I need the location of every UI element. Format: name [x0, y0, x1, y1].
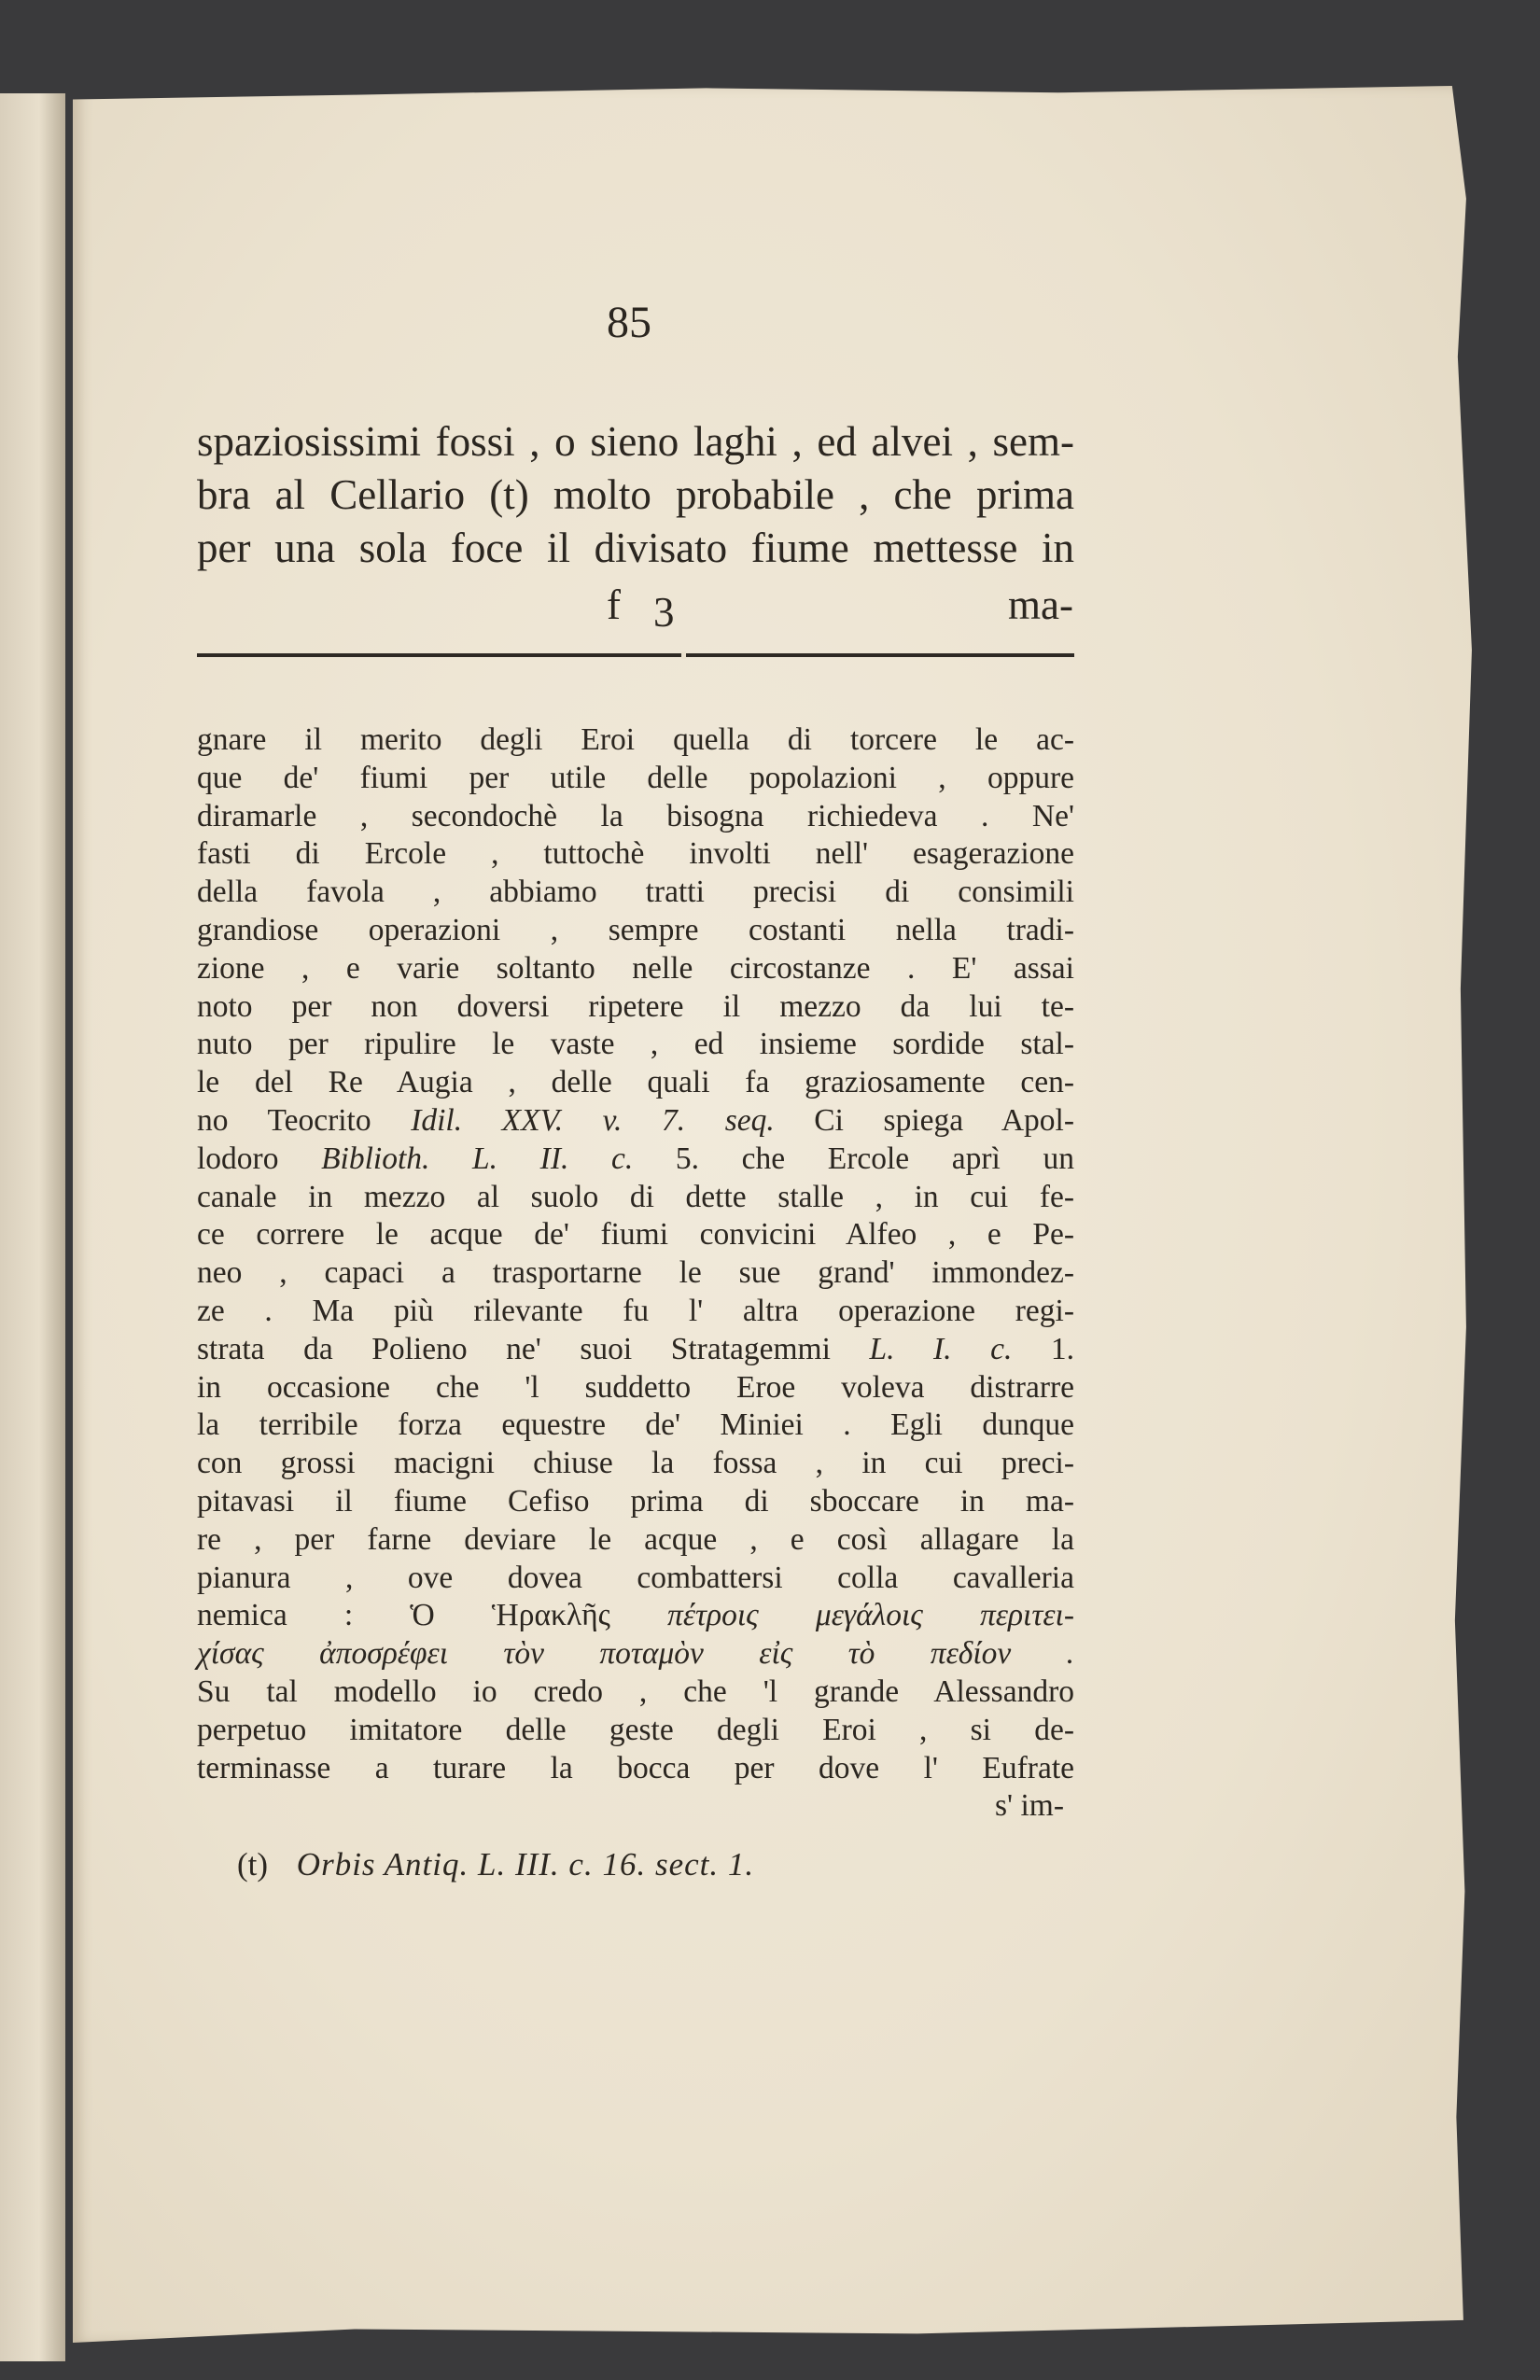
note-text-segment: Su tal modello io credo , che 'l grande Alessandro [197, 1674, 1074, 1709]
note-text-line [197, 1711, 1074, 1749]
footnote-marker: (t) [237, 1846, 269, 1883]
note-text-segment: fasti di Ercole , tuttochè involti nell' esagerazione [197, 836, 1074, 872]
note-text-segment: perpetuo imitatore delle geste degli Eroi , si de- [197, 1712, 1074, 1747]
note-text-segment: strata da Polieno ne' suoi Stratagemmi [197, 1331, 870, 1366]
note-text-segment: zione , e varie soltanto nelle circostanze . E' assai [197, 950, 1074, 986]
main-text-line: bra al Cellario (t) molto probabile , che prima [197, 471, 1074, 518]
note-text-line [197, 1330, 1074, 1368]
footnote-text: Orbis Antiq. L. III. c. 16. sect. 1. [296, 1846, 755, 1883]
note-text-line [197, 1025, 1074, 1063]
note-text-line [197, 1559, 1074, 1597]
note-text-line [197, 1482, 1074, 1520]
note-text-segment: diramarle , secondochè la bisogna richiedeva . Ne' [197, 798, 1074, 833]
note-text-line [197, 1406, 1074, 1444]
note-text-segment: grandiose operazioni , sempre costanti nella tradi- [197, 913, 1074, 947]
note-text-segment: no Teocrito [197, 1103, 412, 1138]
note-text-segment: nuto per ripulire le vaste , ed insieme sordide stal- [197, 1027, 1074, 1062]
catchword: ma- [1008, 581, 1073, 628]
page-number: 85 [607, 298, 651, 347]
note-text-segment: canale in mezzo al suolo di dette stalle , in cui fe- [197, 1179, 1074, 1214]
note-text-line [197, 949, 1074, 987]
note-text-segment: della favola , abbiamo tratti precisi di consimili [197, 875, 1074, 910]
note-text-line [197, 911, 1074, 949]
note-text-line [197, 1596, 1074, 1634]
note-text-segment: neo , capaci a trasportarne le sue grand' immondez- [197, 1255, 1074, 1291]
note-text-line [197, 759, 1074, 797]
note-text-segment: la terribile forza equestre de' Miniei . Egli dunque [197, 1407, 1074, 1443]
note-text-segment: con grossi macigni chiuse la fossa , in cui preci- [197, 1446, 1074, 1481]
note-text-line [197, 1292, 1074, 1330]
footnote [237, 1846, 754, 1883]
note-text-line [197, 1140, 1074, 1178]
note-text-line [197, 1520, 1074, 1559]
note-catchword: s' im- [995, 1788, 1064, 1823]
note-text-line [197, 1673, 1074, 1711]
italic-citation: L. I. c. [869, 1331, 1013, 1366]
note-text-line [197, 1215, 1074, 1253]
note-text-segment: ze . Ma più rilevante fu l' altra operazione regi- [197, 1294, 1074, 1328]
note-text-line [197, 1063, 1074, 1101]
note-text-segment: pianura , ove dovea combattersi colla cavalleria [197, 1560, 1074, 1595]
main-text-line: per una sola foce il divisato fiume mettesse in [197, 525, 1074, 571]
note-text-segment: nemica : Ὁ Ἡρακλῆς [197, 1598, 668, 1633]
note-text-segment: 1. [1012, 1331, 1075, 1366]
note-text-line [197, 1253, 1074, 1292]
italic-citation: χίσας ἀποσρέφει τὸν ποταμὸν εἰς τὸ πεδίον . [197, 1636, 1074, 1672]
note-text-line [197, 987, 1074, 1026]
note-text-line [197, 721, 1074, 759]
italic-citation: Biblioth. L. II. c. [321, 1141, 634, 1176]
note-text-segment: terminasse a turare la bocca per dove l' Eufrate [197, 1750, 1074, 1785]
note-text-segment: que de' fiumi per utile delle popolazioni , oppure [197, 760, 1074, 795]
signature-mark: f [607, 581, 621, 628]
note-text-segment: re , per farne deviare le acque , e così allagare la [197, 1521, 1074, 1557]
note-text-line [197, 1368, 1074, 1407]
italic-citation: πέτροις μεγάλοις περιτει- [667, 1598, 1075, 1633]
note-text-segment: pitavasi il fiume Cefiso prima di sboccare in ma- [197, 1484, 1074, 1519]
italic-citation: Idil. XXV. v. 7. seq. [411, 1103, 775, 1138]
signature-number: 3 [653, 589, 675, 636]
note-text-segment: noto per non doversi ripetere il mezzo da lui te- [197, 988, 1074, 1024]
note-text-line [197, 873, 1074, 911]
note-text-line [197, 1749, 1074, 1787]
note-text-segment: le del Re Augia , delle quali fa graziosamente cen- [197, 1065, 1074, 1100]
note-text-segment: lodoro [197, 1141, 322, 1176]
note-text-segment: 5. che Ercole aprì un [633, 1141, 1074, 1176]
note-text-segment: in occasione che 'l suddetto Eroe voleva distrarre [197, 1369, 1074, 1405]
main-text-line: spaziosissimi fossi , o sieno laghi , ed alvei , sem- [197, 418, 1074, 465]
note-text-segment: ce correre le acque de' fiumi convicini Alfeo , e Pe- [197, 1217, 1074, 1253]
note-text-line [197, 1101, 1074, 1140]
note-text-line [197, 834, 1074, 873]
note-text-line [197, 1634, 1074, 1673]
separator-rule [197, 653, 1074, 657]
note-text-line [197, 1178, 1074, 1216]
previous-page-edge [0, 93, 65, 2361]
note-text-segment: gnare il merito degli Eroi quella di torcere le ac- [197, 722, 1074, 757]
note-text-segment: Ci spiega Apol- [774, 1103, 1074, 1138]
separator-rule-gap [681, 651, 686, 659]
note-text-line [197, 797, 1074, 835]
note-text-line [197, 1444, 1074, 1482]
